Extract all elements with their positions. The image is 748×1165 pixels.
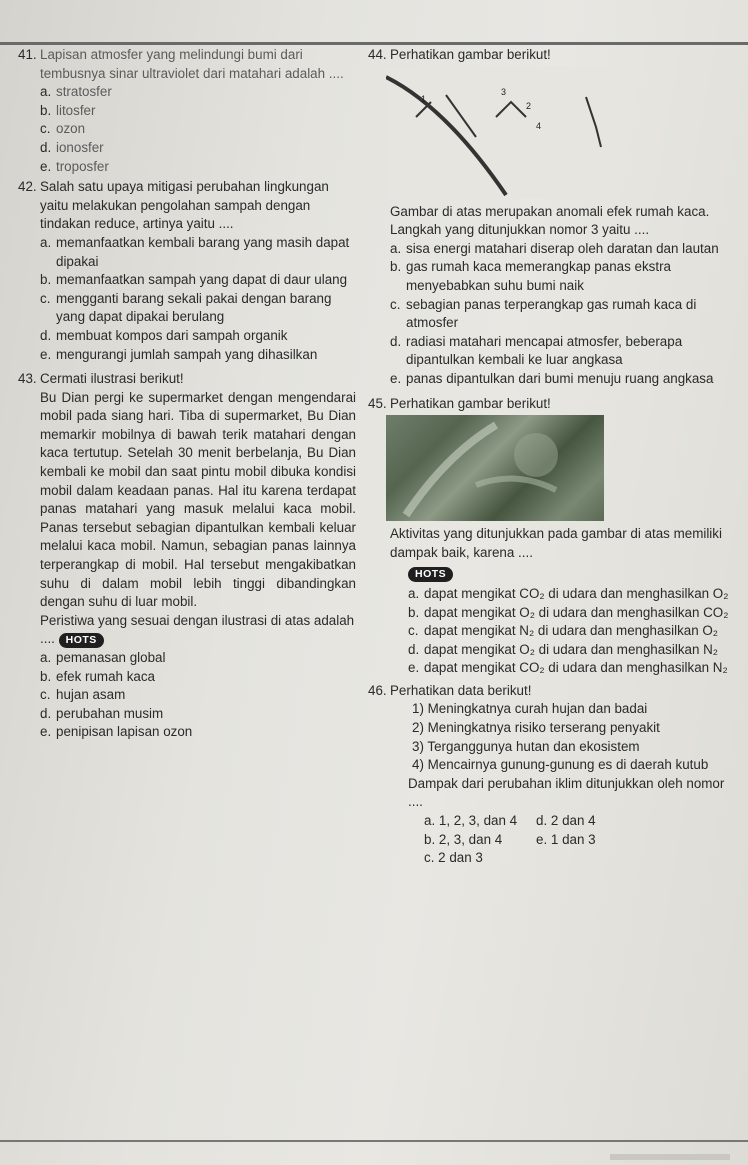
option-label: c. xyxy=(40,290,51,306)
q46-options-row-1 xyxy=(368,812,740,831)
option-label: b. xyxy=(390,259,402,275)
q46-item-1: 1) Meningkatnya curah hujan dan badai xyxy=(412,701,648,717)
option-text: panas dipantulkan dari bumi menuju ruang angkasa xyxy=(406,370,714,386)
q45-number: 45. xyxy=(368,395,387,411)
left-column xyxy=(18,46,356,742)
fig-label-1: 1 xyxy=(421,93,427,104)
q45-caption: Aktivitas yang ditunjukkan pada gambar di atas memiliki dampak baik, karena .... xyxy=(390,526,722,560)
option-text: 1, 2, 3, dan 4 xyxy=(438,813,518,829)
option-label: e. xyxy=(40,346,52,362)
option-text: 2 dan 4 xyxy=(550,813,596,829)
option-text: dapat mengikat O₂ di udara dan menghasilkan N₂ xyxy=(424,641,719,657)
option-label: a. xyxy=(390,240,402,256)
option-label: c. xyxy=(424,850,435,866)
q42-number: 42. xyxy=(18,179,37,195)
option-text: ozon xyxy=(56,121,86,137)
ray-3 xyxy=(496,102,526,117)
fig-label-2: 2 xyxy=(526,100,532,111)
q46-question: Dampak dari perubahan iklim ditunjukkan oleh nomor .... xyxy=(408,775,725,810)
seedling-shape xyxy=(476,479,556,490)
option-label: e. xyxy=(408,660,420,676)
option-label: e. xyxy=(40,158,52,174)
planting-photo-svg xyxy=(386,415,604,521)
option-text: 2, 3, dan 4 xyxy=(438,831,503,847)
option-text: dapat mengikat N₂ di udara dan menghasilkan O₂ xyxy=(424,623,719,639)
option-label: c. xyxy=(408,623,419,639)
hand-shape xyxy=(406,425,496,515)
q43-question: Peristiwa yang sesuai dengan ilustrasi di atas adalah .... xyxy=(40,612,355,647)
option-label: d. xyxy=(40,327,52,343)
option-text: dapat mengikat CO₂ di udara dan menghasilkan N₂ xyxy=(424,660,728,676)
option-label: b. xyxy=(40,668,52,684)
q46-options-row-3 xyxy=(368,849,740,868)
option-text: mengurangi jumlah sampah yang dihasilkan xyxy=(56,346,318,362)
question-43 xyxy=(18,370,356,742)
option-text: perubahan musim xyxy=(56,705,164,721)
ray-2 xyxy=(446,95,476,137)
option-text: dapat mengikat CO₂ di udara dan menghasilkan O₂ xyxy=(424,585,729,601)
top-rule xyxy=(0,42,748,45)
option-text: memanfaatkan sampah yang dapat di daur ulang xyxy=(56,272,348,288)
option-label: e. xyxy=(536,831,548,847)
option-label: b. xyxy=(40,102,52,118)
option-text: hujan asam xyxy=(56,687,126,703)
question-46 xyxy=(368,682,740,868)
q45-badge-line xyxy=(368,564,740,583)
option-text: memanfaatkan kembali barang yang masih dapat dipakai xyxy=(56,234,350,269)
leaf-shape xyxy=(514,433,558,477)
q44-number: 44. xyxy=(368,47,387,62)
option-label: c. xyxy=(40,121,51,137)
option-text: 2 dan 3 xyxy=(438,850,483,866)
question-44 xyxy=(368,46,740,389)
option-text: mengganti barang sekali pakai dengan barang yang dapat dipakai berulang xyxy=(56,290,332,325)
option-label: c. xyxy=(40,687,51,703)
option-label: b. xyxy=(424,831,436,847)
question-41 xyxy=(18,46,356,176)
option-label: b. xyxy=(408,604,420,620)
atmosphere-arc xyxy=(386,77,506,195)
option-label: d. xyxy=(536,813,548,829)
hots-badge: HOTS xyxy=(408,567,453,582)
option-text: sebagian panas terperangkap gas rumah kaca di atmosfer xyxy=(406,296,697,331)
q43-story: Bu Dian pergi ke supermarket dengan mengendarai mobil pada siang hari. Tiba di supermarket, Bu Dian memarkir mobilnya di bawah terik matahari dengan kaca tertutup. Setelah 30 menit berbelanja, Bu Dian kembali ke mobil dan saat pintu mobil dibuka kondisi mobil dalam keadaan panas. Hal itu karena terdapat panas matahari yang masuk melalui kaca mobil. Panas tersebut sebagian dipantulkan kembali keluar melalui kaca mobil. Namun, sebagian panas lainnya terperangkap di mobil. Hal tersebut mengakibatkan suhu di dalam mobil lebih tinggi dibandingkan dengan suhu di luar mobil. xyxy=(40,389,356,610)
q43-intro: Cermati ilustrasi berikut! xyxy=(40,371,184,387)
question-45 xyxy=(368,395,740,678)
bottom-smudge xyxy=(610,1154,730,1160)
q45-text: Perhatikan gambar berikut! xyxy=(390,395,551,411)
q43-number: 43. xyxy=(18,371,37,387)
option-text: penipisan lapisan ozon xyxy=(56,724,193,740)
option-label: b. xyxy=(40,272,52,288)
greenhouse-diagram-svg xyxy=(386,67,606,199)
hots-badge: HOTS xyxy=(59,633,104,648)
option-text: dapat mengikat O₂ di udara dan menghasilkan CO₂ xyxy=(424,604,729,620)
ray-4 xyxy=(586,97,601,147)
greenhouse-diagram xyxy=(386,67,606,199)
option-label: e. xyxy=(390,370,402,386)
q46-text: Perhatikan data berikut! xyxy=(390,682,532,698)
fig-label-4: 4 xyxy=(536,120,542,131)
q46-item-4: 4) Mencairnya gunung-gunung es di daerah kutub xyxy=(412,757,709,773)
planting-photo xyxy=(386,415,604,521)
q44-caption: Gambar di atas merupakan anomali efek rumah kaca. Langkah yang ditunjukkan nomor 3 yaitu .... xyxy=(390,203,710,238)
q46-item-2: 2) Meningkatnya risiko terserang penyakit xyxy=(412,720,660,736)
q41-number: 41. xyxy=(18,47,37,62)
q46-item-3: 3) Terganggunya hutan dan ekosistem xyxy=(412,738,640,754)
option-text: ionosfer xyxy=(56,139,104,155)
right-column xyxy=(368,46,740,868)
option-label: d. xyxy=(40,705,52,721)
option-text: stratosfer xyxy=(56,84,112,100)
question-42 xyxy=(18,178,356,364)
option-text: pemanasan global xyxy=(56,650,166,665)
option-label: c. xyxy=(390,296,401,312)
option-text: sisa energi matahari diserap oleh daratan dan lautan xyxy=(406,240,719,256)
option-text: litosfer xyxy=(56,102,96,118)
option-label: a. xyxy=(40,84,52,100)
option-label: d. xyxy=(408,641,420,657)
option-label: a. xyxy=(40,234,52,250)
q46-number: 46. xyxy=(368,682,387,698)
option-text: radiasi matahari mencapai atmosfer, beberapa dipantulkan kembali ke luar angkasa xyxy=(406,333,683,368)
q46-options-row-2 xyxy=(368,831,740,850)
option-label: e. xyxy=(40,724,52,740)
option-label: a. xyxy=(424,813,436,829)
option-text: troposfer xyxy=(56,158,109,174)
option-label: a. xyxy=(408,585,420,601)
fig-label-3: 3 xyxy=(501,86,507,97)
q41-text: Lapisan atmosfer yang melindungi bumi dari tembusnya sinar ultraviolet dari matahari adalah .... xyxy=(40,47,344,81)
option-label: d. xyxy=(40,139,52,155)
ray-1 xyxy=(416,102,431,117)
option-label: d. xyxy=(390,333,402,349)
bottom-rule xyxy=(0,1140,748,1142)
option-label: a. xyxy=(40,650,52,665)
q44-text: Perhatikan gambar berikut! xyxy=(390,47,551,62)
q43-question-line xyxy=(18,612,356,649)
option-text: efek rumah kaca xyxy=(56,668,155,684)
option-text: gas rumah kaca memerangkap panas ekstra menyebabkan suhu bumi naik xyxy=(406,259,671,293)
option-text: 1 dan 3 xyxy=(550,831,596,847)
q42-text: Salah satu upaya mitigasi perubahan lingkungan yaitu melakukan pengolahan sampah dengan tindakan reduce, artinya yaitu .... xyxy=(40,179,329,232)
option-text: membuat kompos dari sampah organik xyxy=(56,327,288,343)
